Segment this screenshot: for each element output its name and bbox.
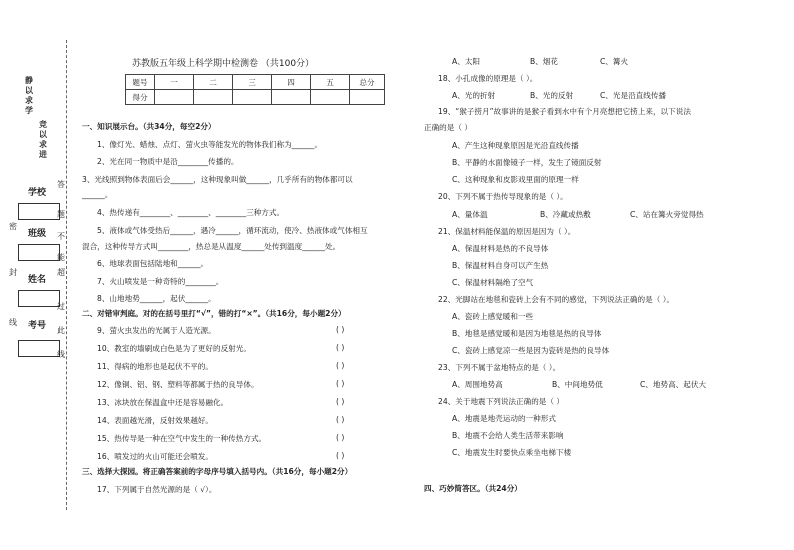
table-cell: 一 — [155, 75, 194, 90]
option[interactable]: A、太阳 — [452, 57, 480, 66]
binding-line — [66, 40, 67, 510]
option[interactable]: B、保温材料自身可以产生热 — [452, 261, 549, 270]
school-field[interactable] — [18, 203, 60, 220]
field-label-class: 班级 — [28, 229, 47, 239]
question: ______。 — [82, 190, 113, 199]
score-cell[interactable] — [272, 90, 311, 105]
motto-left: 静以求学 — [25, 76, 33, 115]
field-label-id: 考号 — [28, 321, 47, 331]
option[interactable]: C、篝火 — [600, 57, 629, 66]
section-title: 一、知识展示台。（共34分，每空2分） — [82, 122, 216, 131]
option[interactable]: C、地震发生时要快点乘坐电梯下楼 — [452, 448, 572, 457]
judge-item: 10、教室的墙刷成白色是为了更好的反射光。 — [97, 344, 251, 353]
option[interactable]: B、平静的水面像镜子一样，发生了镜面反射 — [452, 158, 602, 167]
option[interactable]: A、产生这种现象原因是光沿直线传播 — [452, 141, 579, 150]
table-cell: 得分 — [126, 90, 155, 105]
question: 4、热传递有________、________、________三种方式。 — [97, 208, 285, 217]
question: 2、光在同一物质中是沿________传播的。 — [97, 157, 239, 166]
answer-paren[interactable]: ( ) — [336, 433, 345, 442]
judge-item: 13、冰块放在保温盒中还是容易融化。 — [97, 398, 229, 407]
motto-right: 竞以求进 — [39, 120, 47, 159]
option[interactable]: A、光的折射 — [452, 91, 496, 100]
question: 19、“猴子捞月”故事讲的是猴子看到水中有个月亮想把它捞上来，以下说法 — [438, 107, 691, 116]
class-field[interactable] — [18, 244, 60, 261]
answer-paren[interactable]: ( ) — [336, 361, 345, 370]
id-field[interactable] — [18, 340, 60, 357]
option[interactable]: B、烟花 — [530, 57, 558, 66]
binding-mark: 不 — [57, 232, 65, 241]
name-field[interactable] — [18, 290, 60, 307]
binding-mark: 过 — [57, 302, 65, 311]
question: 5、液体或气体受热后______，遇冷______，循环流动，使冷、热液体或气体相互 — [97, 226, 368, 235]
option[interactable]: C、瓷砖上感觉凉一些是因为瓷砖是热的良导体 — [452, 346, 610, 355]
question: 22、光脚站在地毯和瓷砖上会有不同的感觉，下列说法正确的是（ ）。 — [438, 295, 675, 304]
option[interactable]: C、地势高、起伏大 — [640, 380, 707, 389]
binding-mark: 超 — [57, 268, 65, 277]
question: 混合，这种传导方式叫________，热总是从温度______处传到温度______处。 — [82, 242, 341, 251]
table-cell: 三 — [233, 75, 272, 90]
judge-item: 12、像铜、铝、钢、塑料等都属于热的良导体。 — [97, 380, 259, 389]
question: 20、下列不属于热传导现象的是（ ）。 — [438, 192, 568, 201]
question: 17、下列属于自然光源的是（ √）。 — [97, 485, 217, 494]
option[interactable]: B、地毯是感觉暖和是因为地毯是热的良导体 — [452, 329, 602, 338]
binding-mark: 答 — [57, 180, 65, 189]
score-cell[interactable] — [194, 90, 233, 105]
field-label-name: 姓名 — [28, 275, 47, 285]
option[interactable]: B、光的反射 — [530, 91, 574, 100]
option[interactable]: C、这种现象和皮影戏里面的原理一样 — [452, 175, 579, 184]
score-cell[interactable] — [350, 90, 385, 105]
judge-item: 9、萤火虫发出的光属于人造光源。 — [97, 326, 216, 335]
section-title: 四、巧妙简答区。（共24分） — [424, 484, 522, 493]
binding-mark: 密 — [9, 222, 17, 231]
section-title: 二、对错审判庭。对的在括号里打“√”，错的打“×”。（共16分，每小题2分） — [82, 309, 346, 318]
judge-item: 15、热传导是一种在空气中发生的一种传热方式。 — [97, 434, 267, 443]
answer-paren[interactable]: ( ) — [336, 325, 345, 334]
option[interactable]: C、保温材料隔绝了空气 — [452, 278, 534, 287]
score-cell[interactable] — [155, 90, 194, 105]
table-cell: 二 — [194, 75, 233, 90]
question: 8、山地地势______，起伏______。 — [97, 294, 216, 303]
binding-mark: 线 — [57, 350, 65, 359]
option[interactable]: A、保温材料是热的不良导体 — [452, 244, 549, 253]
judge-item: 14、表面越光滑，反射效果越好。 — [97, 416, 213, 425]
question: 3、光线照到物体表面后会______，这种现象叫做______，几乎所有的物体都可以 — [82, 175, 353, 184]
option[interactable]: B、地震不会给人类生活带来影响 — [452, 431, 564, 440]
binding-mark: 能 — [57, 253, 65, 262]
table-cell: 总分 — [350, 75, 385, 90]
answer-paren[interactable]: ( ) — [336, 379, 345, 388]
option[interactable]: B、中间地势低 — [552, 380, 603, 389]
field-label-school: 学校 — [28, 188, 47, 198]
score-table — [125, 74, 385, 105]
score-cell[interactable] — [233, 90, 272, 105]
option[interactable]: C、站在篝火旁觉得热 — [630, 210, 704, 219]
binding-mark: 此 — [57, 326, 65, 335]
answer-paren[interactable]: ( ) — [336, 397, 345, 406]
question: 1、像灯光、蜡烛、点灯、萤火虫等能发光的物体我们称为______。 — [97, 140, 323, 149]
binding-mark: 题 — [57, 210, 65, 219]
option[interactable]: B、冷藏或热敷 — [540, 210, 591, 219]
binding-mark: 封 — [9, 268, 17, 277]
table-cell: 题号 — [126, 75, 155, 90]
binding-mark: 线 — [9, 318, 17, 327]
table-row — [126, 90, 385, 105]
question: 6、地球表面包括陆地和______。 — [97, 259, 209, 268]
table-cell: 五 — [311, 75, 350, 90]
answer-paren[interactable]: ( ) — [336, 415, 345, 424]
option[interactable]: A、瓷砖上感觉暖和一些 — [452, 312, 534, 321]
answer-paren[interactable]: ( ) — [336, 343, 345, 352]
question: 23、下列不属于盆地特点的是（ ）。 — [438, 363, 561, 372]
section-title: 三、选择大探园。将正确答案前的字母序号填入括号内。（共16分，每小题2分） — [82, 467, 353, 476]
option[interactable]: A、量体温 — [452, 210, 488, 219]
table-row — [126, 75, 385, 90]
option[interactable]: A、地震是地壳运动的一种形式 — [452, 414, 556, 423]
question: 24、关于地震下列说法正确的是（ ） — [438, 397, 564, 406]
table-cell: 四 — [272, 75, 311, 90]
judge-item: 16、喷发过的火山可能还会喷发。 — [97, 452, 213, 461]
page-title: 苏教版五年级上科学期中检测卷 （共100分） — [132, 59, 315, 69]
answer-paren[interactable]: ( ) — [336, 451, 345, 460]
option[interactable]: C、光是沿直线传播 — [600, 91, 667, 100]
question: 7、火山喷发是一种奇特的________。 — [97, 277, 224, 286]
question: 21、保温材料能保温的原因是因为（ ）。 — [438, 227, 576, 236]
score-cell[interactable] — [311, 90, 350, 105]
option[interactable]: A、周围地势高 — [452, 380, 503, 389]
question: 正确的是（ ） — [424, 123, 472, 132]
judge-item: 11、得病的地形也是起伏不平的。 — [97, 362, 213, 371]
question: 18、小孔成像的原理是（ ）。 — [438, 74, 538, 83]
